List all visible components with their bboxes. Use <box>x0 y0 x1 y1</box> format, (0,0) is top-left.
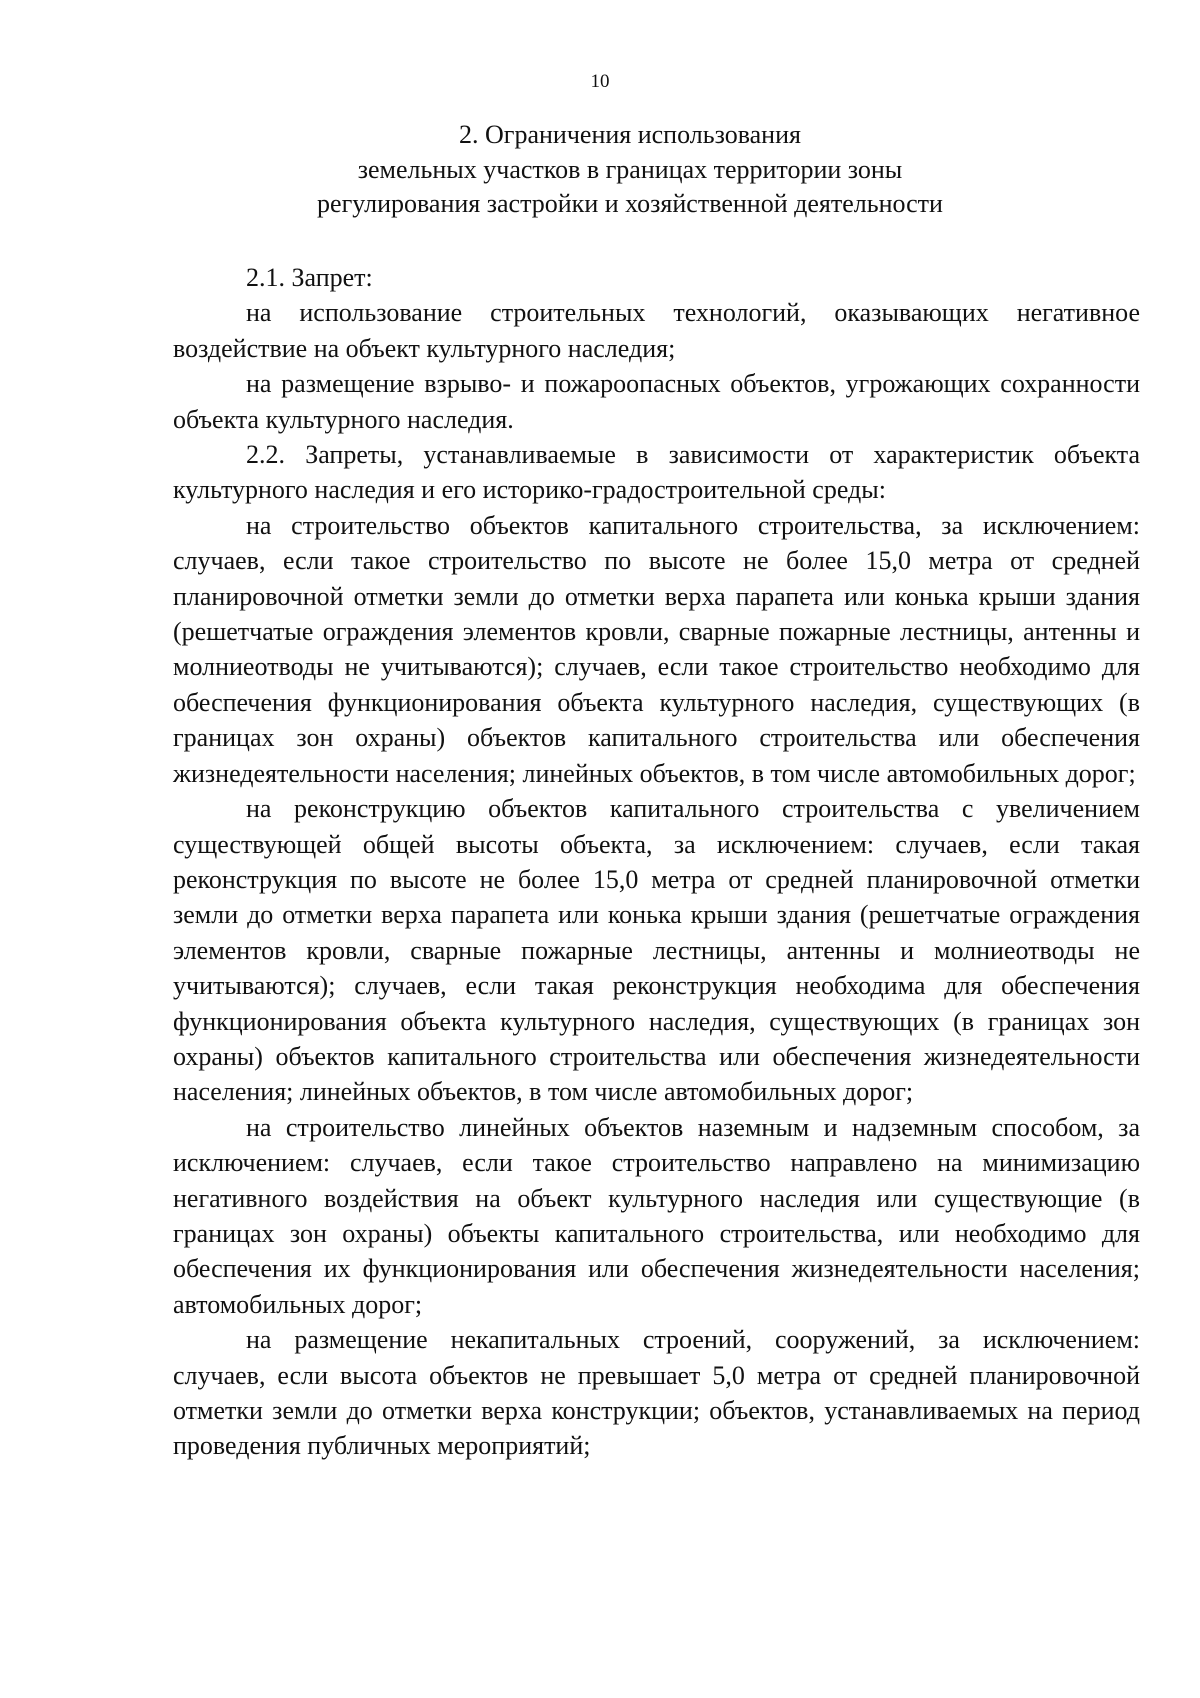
heading-line-3: регулирования застройки и хозяйственной деятельности <box>317 189 943 218</box>
paragraph-2-1-title: 2.1. Запрет: <box>246 263 373 292</box>
heading-line-2: земельных участков в границах территории зоны <box>357 154 903 184</box>
paragraph-ban-temporary-structures: на размещение некапитальных строений, сооружений, за исключением: случаев, если высота объектов не превышает 5,0 метра от средней планировочной отметки земли до отметки верха конструкции; объектов, устанавливаемых на период проведения публичных мероприятий; <box>173 1325 1140 1461</box>
paragraph-ban-reconstruction: на реконструкцию объектов капитального строительства с увеличением существующей общей высоты объекта, за исключением: случаев, если такая реконструкция по высоте не более 15,0 метра от средней планировочной отметки земли до отметки верха парапета или конька крыши здания (решетчатые ограждения элементов кровли, сварные пожарные лестницы, антенны и молниеотводы не учитываются); случаев, если такая реконструкция необходима для обеспечения функционирования объекта культурного наследия, существующих (в границах зон охраны) объектов капитального строительства или обеспечения жизнедеятельности населения; линейных объектов, в том числе автомобильных дорог; <box>173 794 1140 1107</box>
page-number: 10 <box>590 71 610 92</box>
section-heading <box>150 118 1110 222</box>
paragraph-ban-technologies: на использование строительных технологий, оказывающих негативное воздействие на объект культурного наследия; <box>173 298 1140 363</box>
paragraph-ban-hazardous-objects: на размещение взрыво- и пожароопасных объектов, угрожающих сохранности объекта культурного наследия. <box>173 369 1140 434</box>
heading-line-1: 2. Ограничения использования <box>459 120 801 149</box>
paragraph-ban-construction: на строительство объектов капитального строительства, за исключением: случаев, если такое строительство по высоте не более 15,0 метра от средней планировочной отметки земли до отметки верха парапета или конька крыши здания (решетчатые ограждения элементов кровли, сварные пожарные лестницы, антенны и молниеотводы не учитываются); случаев, если такое строительство необходимо для обеспечения функционирования объекта культурного наследия, существующих (в границах зон охраны) объектов капитального строительства или обеспечения жизнедеятельности населения; линейных объектов, в том числе автомобильных дорог; <box>173 510 1140 788</box>
paragraph-ban-linear-objects: на строительство линейных объектов наземным и надземным способом, за исключением: случаев, если такое строительство направлено на минимизацию негативного воздействия на объект культурного наследия или существующие (в границах зон охраны) объекты капитального строительства, или необходимо для обеспечения их функционирования или обеспечения жизнедеятельности населения; автомобильных дорог; <box>173 1112 1140 1319</box>
paragraph-2-2-title: 2.2. Запреты, устанавливаемые в зависимости от характеристик объекта культурного наследия и его историко-градостроительной среды: <box>173 440 1140 505</box>
body-text <box>173 260 1140 1464</box>
